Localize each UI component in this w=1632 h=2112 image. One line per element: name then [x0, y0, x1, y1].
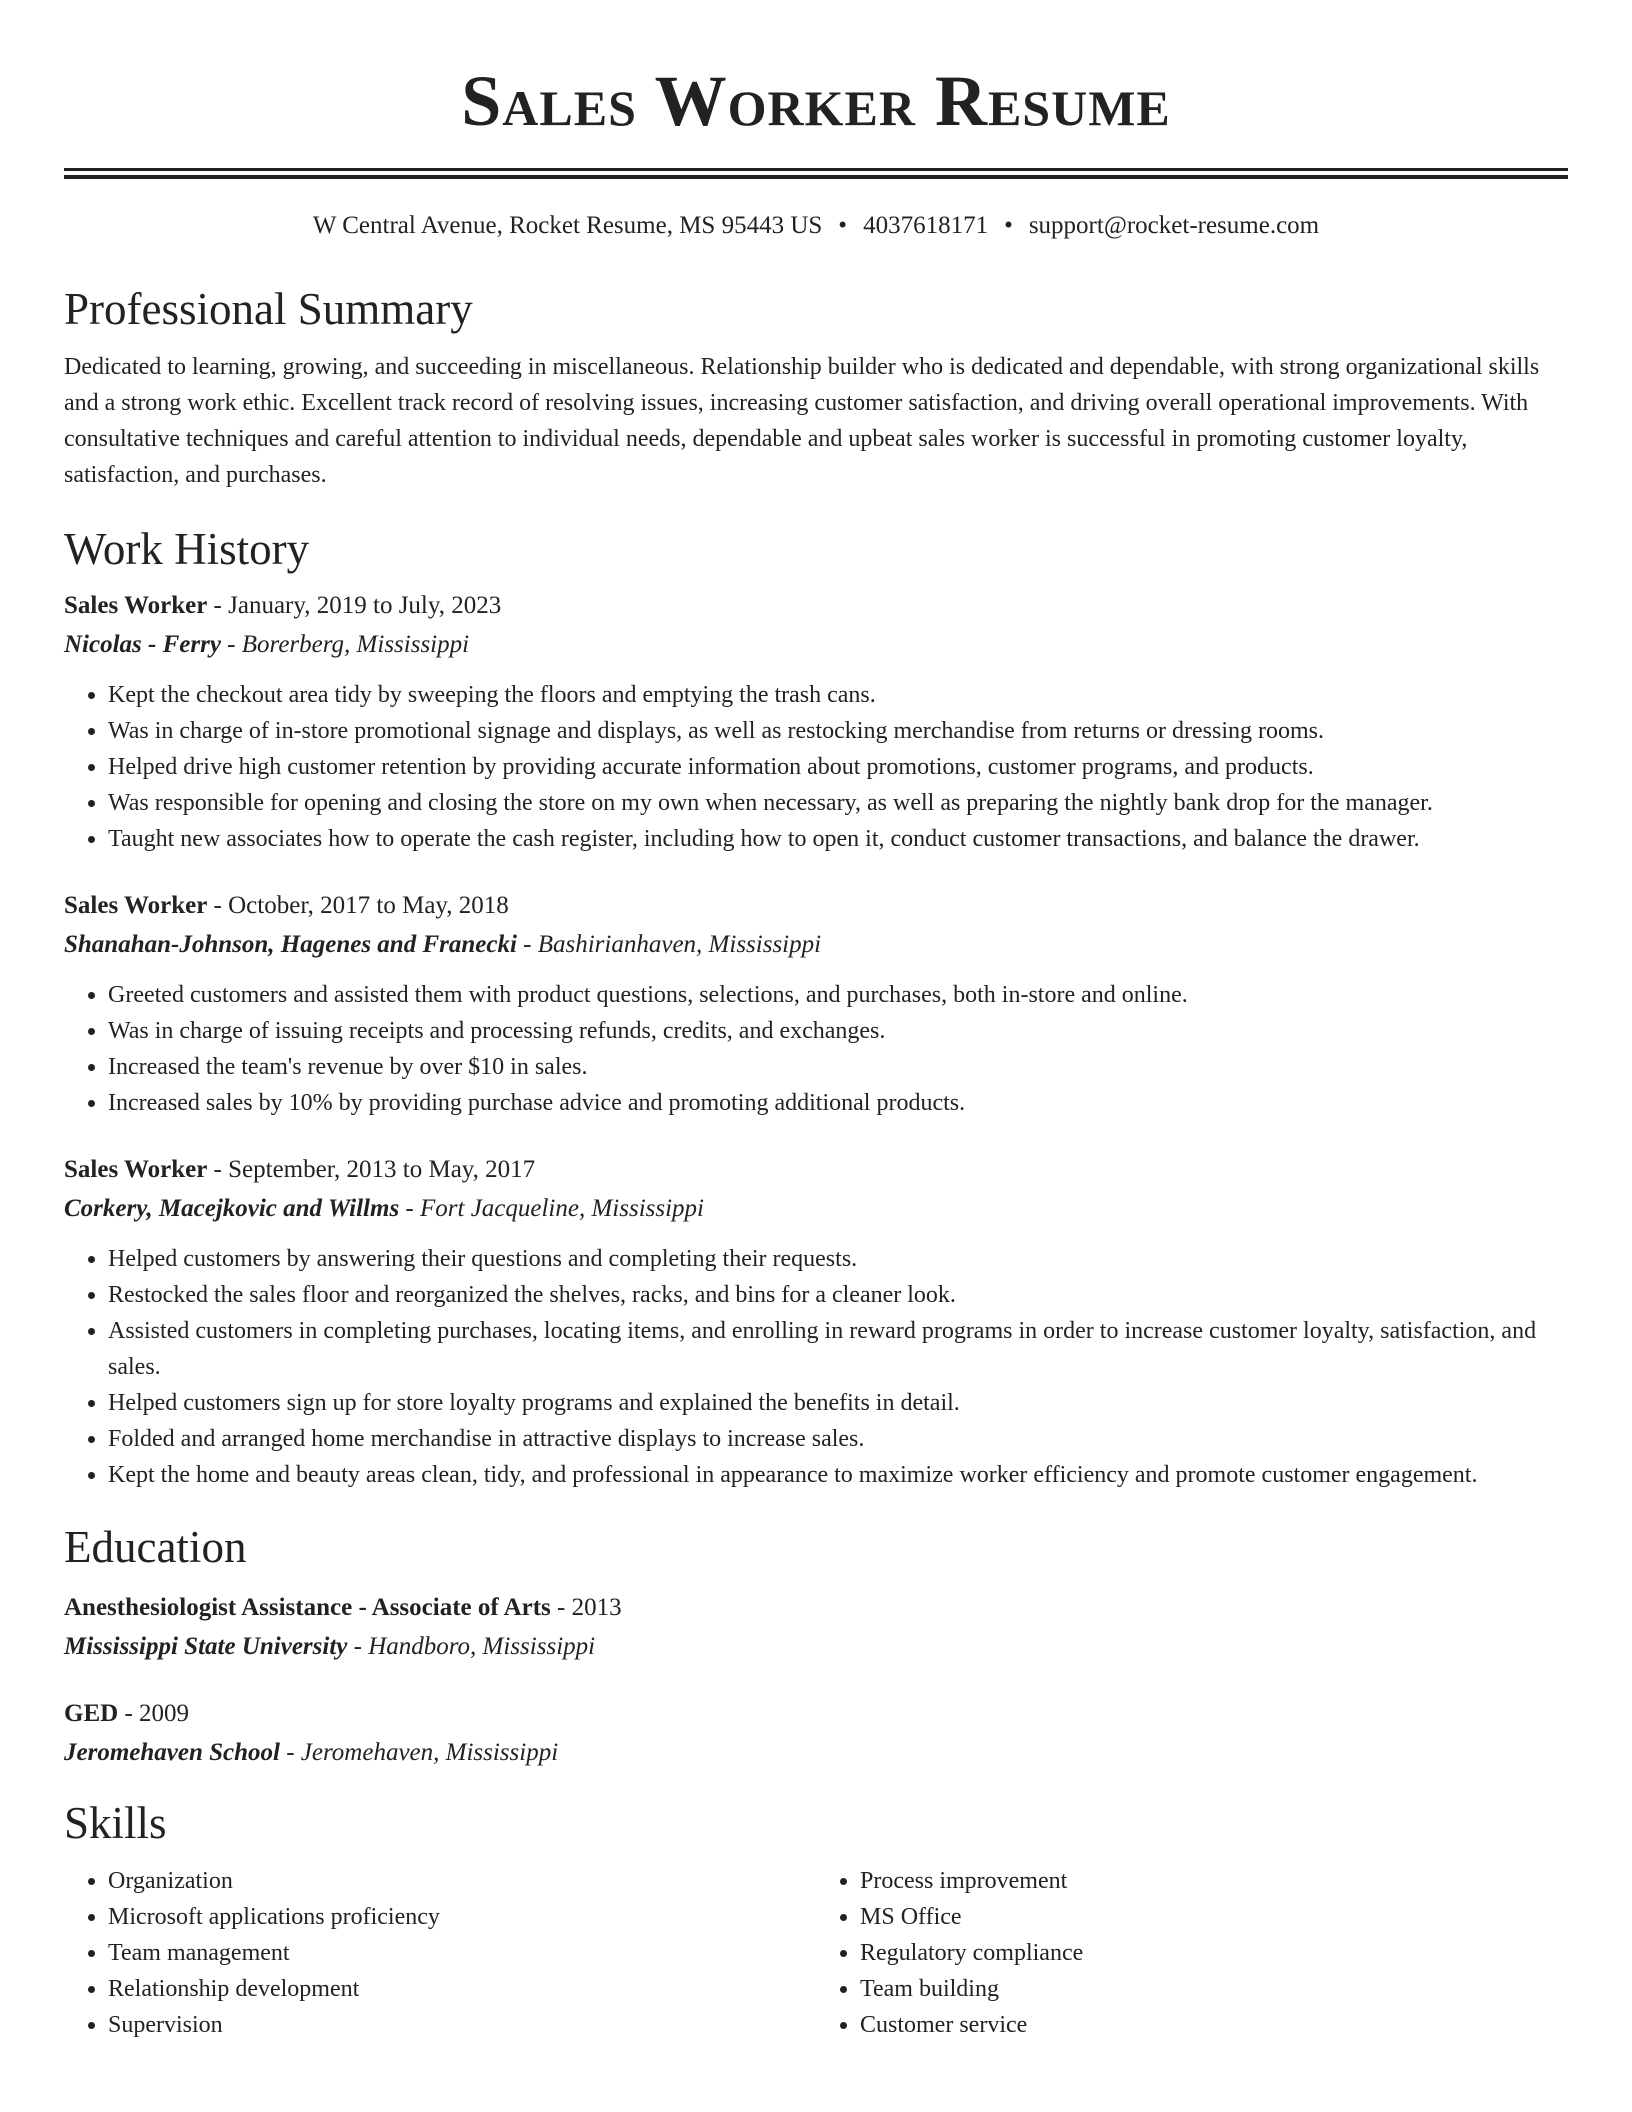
job-title-line — [64, 587, 1568, 625]
education-degree: Anesthesiologist Assistance - Associate of Arts — [64, 1594, 551, 1621]
job-company: Corkery, Macejkovic and Willms — [64, 1195, 400, 1222]
job-title-line — [64, 887, 1568, 925]
contact-address: W Central Avenue, Rocket Resume, MS 95443 US — [312, 212, 823, 239]
education-school: Jeromehaven School — [64, 1739, 280, 1766]
job-duty: • Assisted customers in completing purchases, locating items, and enrolling in reward programs in order to increase customer loyalty, satisfaction, and sales. — [108, 1313, 1568, 1385]
summary-heading: Professional Summary — [64, 284, 473, 334]
skill-item: • Organization — [108, 1863, 816, 1899]
skill-item: • MS Office — [860, 1899, 1568, 1935]
work-history-heading: Work History — [64, 524, 310, 574]
education-heading: Education — [64, 1522, 247, 1572]
job-duty: • Taught new associates how to operate the cash register, including how to open it, conduct customer transactions, and balance the drawer. — [108, 821, 1568, 857]
job-dates: - October, 2017 to May, 2018 — [207, 892, 509, 919]
job-entry — [64, 587, 1568, 857]
job-duty: • Helped customers sign up for store loyalty programs and explained the benefits in detail. — [108, 1385, 1568, 1421]
job-entry — [64, 1151, 1568, 1493]
title-divider — [64, 168, 1568, 179]
job-company-line — [64, 1189, 1568, 1229]
job-company: Nicolas - Ferry — [64, 631, 221, 658]
education-school: Mississippi State University — [64, 1633, 348, 1660]
summary-text: Dedicated to learning, growing, and succeeding in miscellaneous. Relationship builder who is dedicated and dependable, with strong organizational skills and a strong work ethic. Excellent track record of resolving issues, increasing customer satisfaction, and driving overall operational improvements. With consultative techniques and careful attention to individual needs, dependable and upbeat sales worker is successful in promoting customer loyalty, satisfaction, and purchases. — [64, 354, 1540, 488]
job-duty: • Kept the home and beauty areas clean, tidy, and professional in appearance to maximize worker efficiency and promote customer engagement. — [108, 1457, 1568, 1493]
skill-item: • Team building — [860, 1971, 1568, 2007]
skills-list-left — [64, 1863, 816, 2043]
contact-separator: • — [838, 212, 848, 239]
contact-separator: • — [1004, 212, 1013, 239]
job-title-line — [64, 1151, 1568, 1189]
skills-columns — [64, 1863, 1568, 2043]
skill-item: • Relationship development — [108, 1971, 816, 2007]
education-year: - 2009 — [118, 1700, 190, 1727]
job-duty: • Was in charge of in-store promotional signage and displays, as well as restocking merchandise from returns or dressing rooms. — [108, 713, 1568, 749]
job-duty: • Was responsible for opening and closing the store on my own when necessary, as well as preparing the nightly bank drop for the manager. — [108, 785, 1568, 821]
job-title: Sales Worker — [64, 892, 208, 919]
job-company-line — [64, 925, 1568, 965]
skills-heading: Skills — [64, 1798, 167, 1848]
contact-email: support@rocket-resume.com — [1028, 212, 1320, 239]
education-degree-line — [64, 1589, 1568, 1627]
education-location: - Jeromehaven, Mississippi — [279, 1739, 559, 1766]
job-dates: - January, 2019 to July, 2023 — [207, 592, 502, 619]
job-duty: • Folded and arranged home merchandise in attractive displays to increase sales. — [108, 1421, 1568, 1457]
resume-title: Sales Worker Resume — [461, 61, 1171, 141]
education-year: - 2013 — [550, 1594, 622, 1621]
job-duty: • Was in charge of issuing receipts and processing refunds, credits, and exchanges. — [108, 1013, 1568, 1049]
job-duty: • Increased sales by 10% by providing purchase advice and promoting additional products. — [108, 1085, 1568, 1121]
job-location: - Borerberg, Mississippi — [220, 631, 470, 658]
job-duties-list — [64, 1241, 1568, 1493]
skills-list-right — [816, 1863, 1568, 2043]
education-school-line — [64, 1733, 1568, 1773]
skill-item: • Regulatory compliance — [860, 1935, 1568, 1971]
job-duties-list — [64, 977, 1568, 1121]
job-title: Sales Worker — [64, 1156, 208, 1183]
education-location: - Handboro, Mississippi — [347, 1633, 596, 1660]
skill-item: • Team management — [108, 1935, 816, 1971]
job-duty: • Increased the team's revenue by over $10 in sales. — [108, 1049, 1568, 1085]
skill-item: • Customer service — [860, 2007, 1568, 2043]
contact-line — [64, 209, 1568, 243]
job-duty: • Restocked the sales floor and reorganized the shelves, racks, and bins for a cleaner look. — [108, 1277, 1568, 1313]
job-duty: • Greeted customers and assisted them with product questions, selections, and purchases, both in-store and online. — [108, 977, 1568, 1013]
skill-item: • Process improvement — [860, 1863, 1568, 1899]
skill-item: • Microsoft applications proficiency — [108, 1899, 816, 1935]
job-duties-list — [64, 677, 1568, 857]
job-duty: • Helped drive high customer retention by providing accurate information about promotions, customer programs, and products. — [108, 749, 1568, 785]
education-entry — [64, 1695, 1568, 1773]
job-duty: • Kept the checkout area tidy by sweeping the floors and emptying the trash cans. — [108, 677, 1568, 713]
contact-phone: 4037618171 — [863, 212, 989, 239]
job-dates: - September, 2013 to May, 2017 — [207, 1156, 536, 1183]
education-degree: GED — [64, 1700, 119, 1727]
job-entry — [64, 887, 1568, 1121]
skill-item: • Supervision — [108, 2007, 816, 2043]
education-school-line — [64, 1627, 1568, 1667]
education-degree-line — [64, 1695, 1568, 1733]
education-entry — [64, 1589, 1568, 1667]
job-location: - Fort Jacqueline, Mississippi — [399, 1195, 704, 1222]
job-company-line — [64, 625, 1568, 665]
job-company: Shanahan-Johnson, Hagenes and Franecki — [64, 931, 517, 958]
job-title: Sales Worker — [64, 592, 208, 619]
job-location: - Bashirianhaven, Mississippi — [516, 931, 822, 958]
job-duty: • Helped customers by answering their questions and completing their requests. — [108, 1241, 1568, 1277]
